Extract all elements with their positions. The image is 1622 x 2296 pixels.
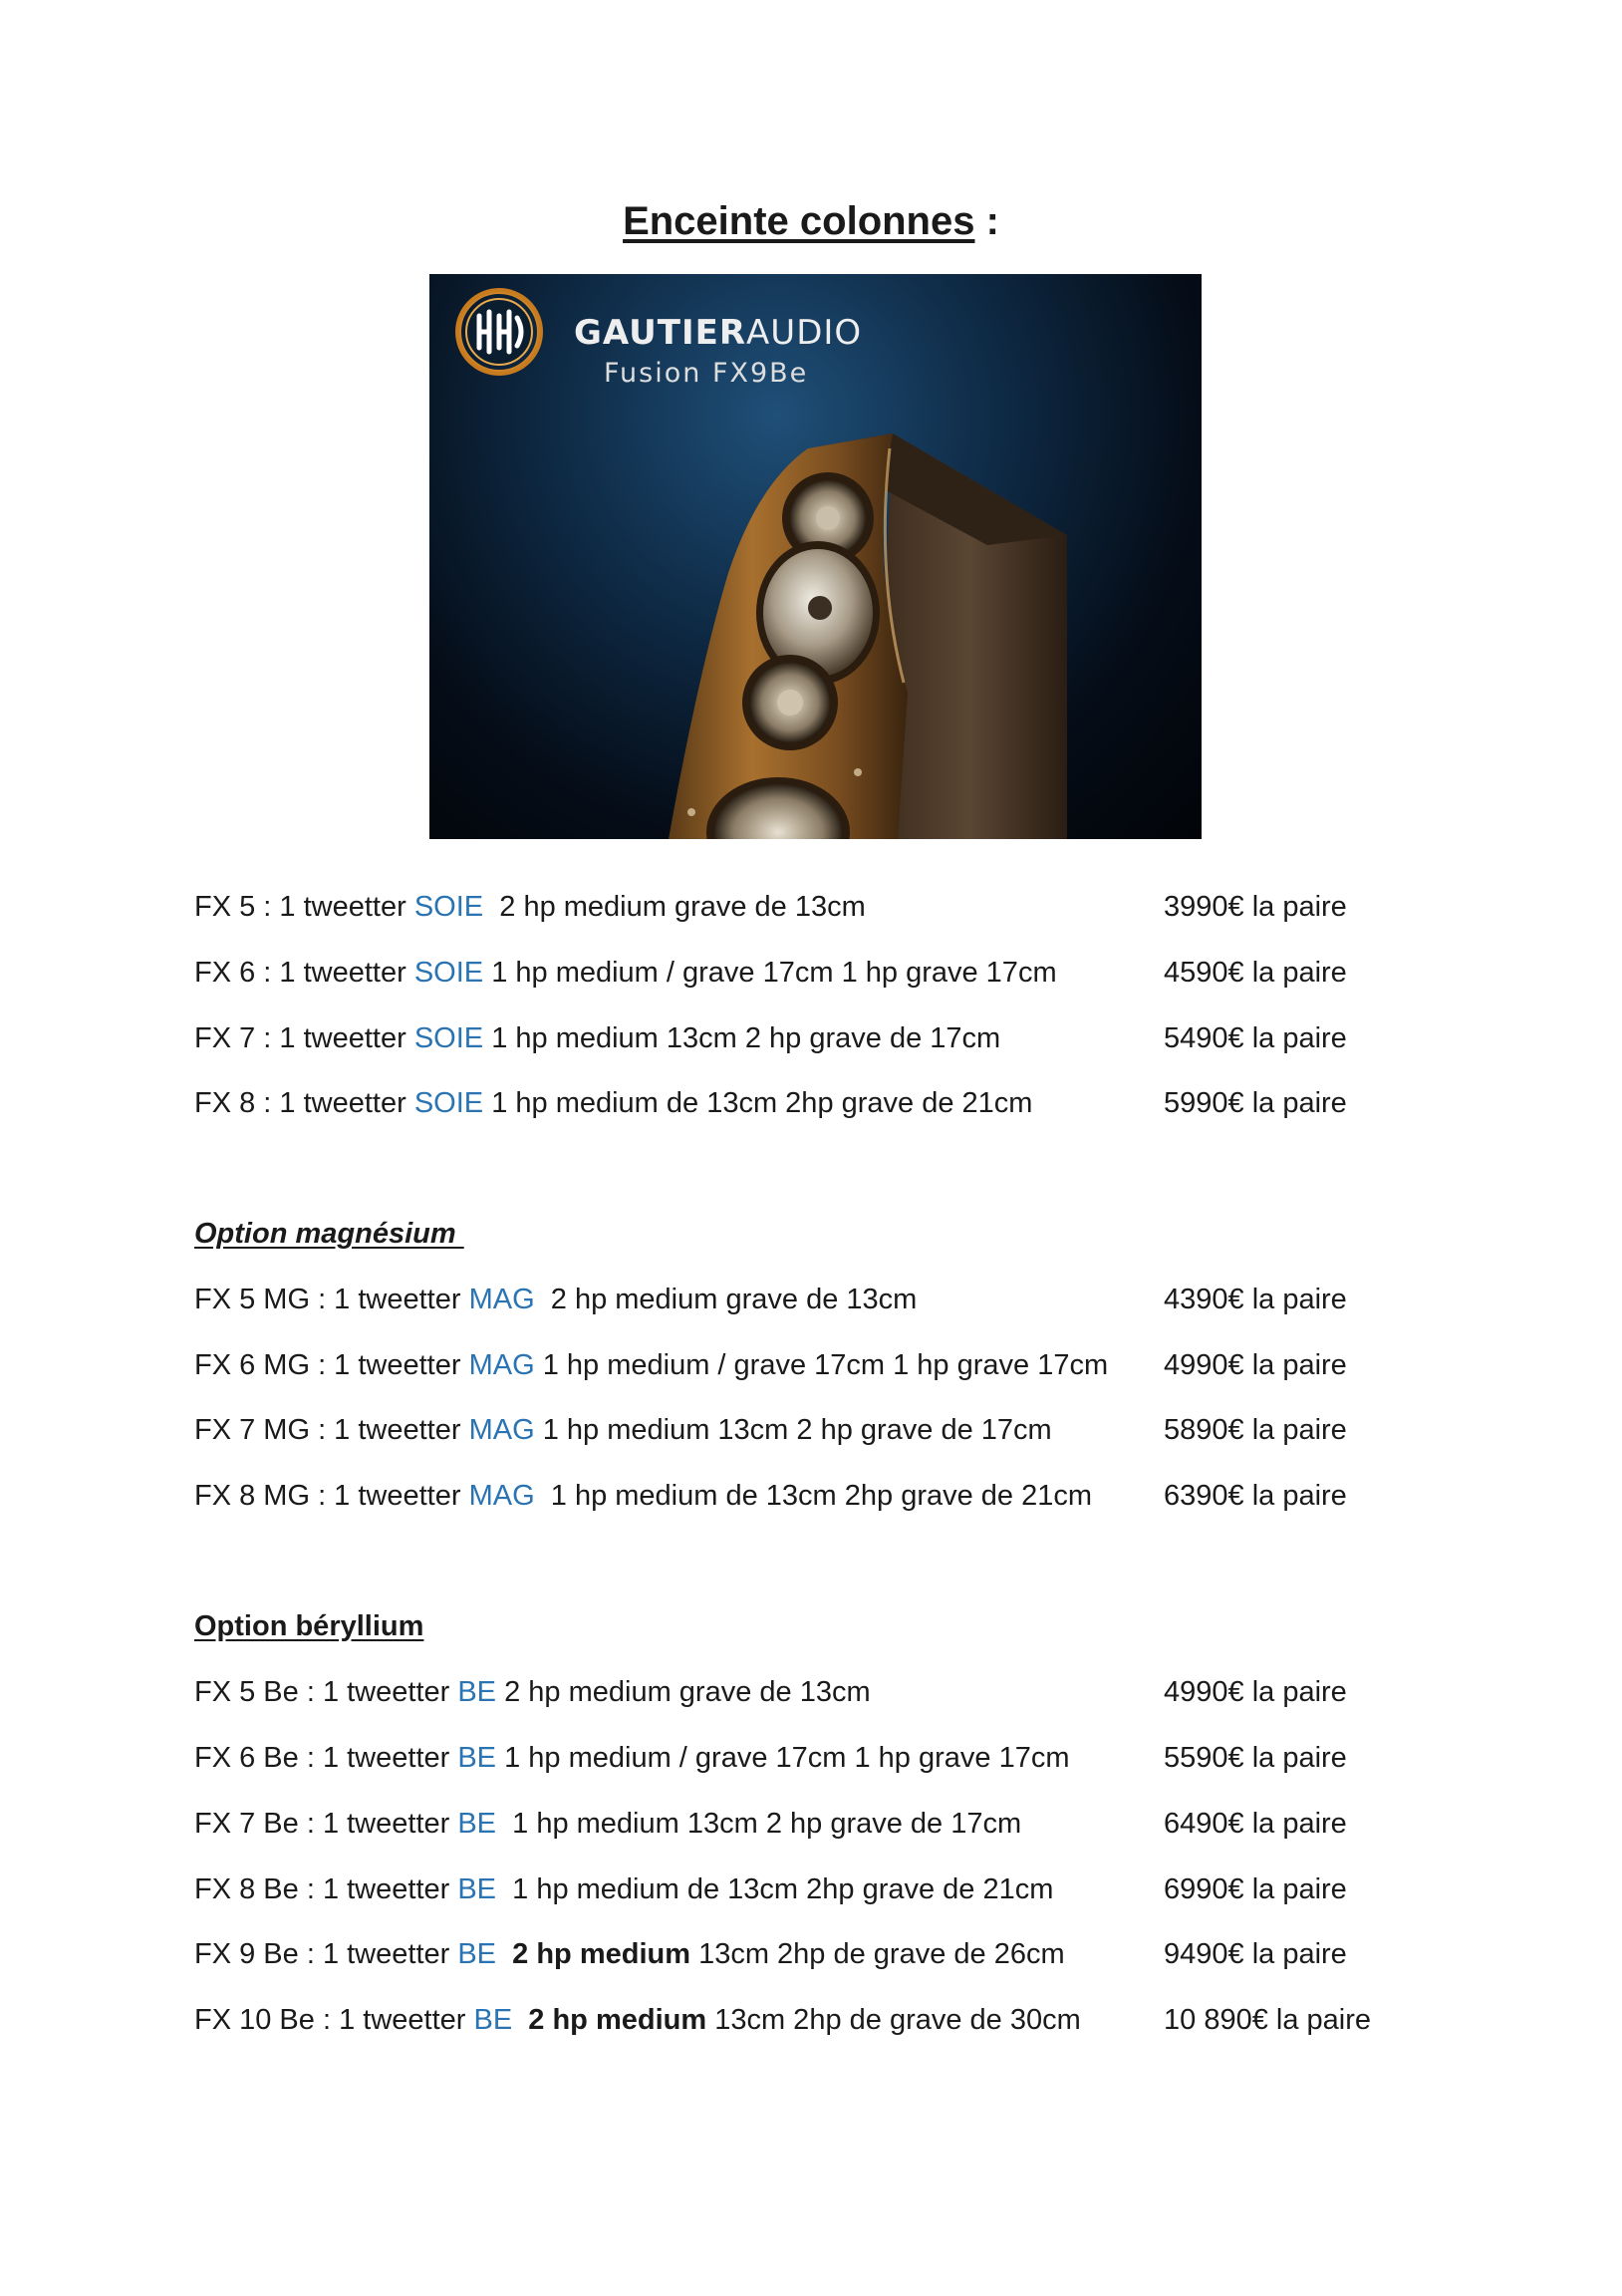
product-price: 5590€ la paire	[1164, 1742, 1347, 1774]
product-price: 6390€ la paire	[1164, 1480, 1347, 1512]
product-description: FX 7 MG : 1 tweetter MAG 1 hp medium 13cm 2 hp grave de 17cm	[194, 1414, 1052, 1446]
product-description: FX 8 MG : 1 tweetter MAG 1 hp medium de 13cm 2hp grave de 21cm	[194, 1480, 1093, 1512]
product-description: FX 5 : 1 tweetter SOIE 2 hp medium grave de 13cm	[194, 891, 866, 923]
product-price: 10 890€ la paire	[1164, 2004, 1371, 2036]
brand-part2: AUDIO	[746, 313, 863, 353]
product-price: 9490€ la paire	[1164, 1938, 1347, 1970]
brand-name	[574, 313, 862, 353]
product-price: 6990€ la paire	[1164, 1873, 1347, 1905]
product-description: FX 8 : 1 tweetter SOIE 1 hp medium de 13cm 2hp grave de 21cm	[194, 1087, 1033, 1119]
product-description: FX 9 Be : 1 tweetter BE 2 hp medium 13cm 2hp de grave de 26cm	[194, 1938, 1065, 1970]
section-title-magnesium: Option magnésium	[194, 1218, 464, 1250]
material-label: MAG	[468, 1414, 535, 1446]
hhg-logo-icon	[458, 291, 540, 373]
product-description: FX 6 MG : 1 tweetter MAG 1 hp medium / grave 17cm 1 hp grave 17cm	[194, 1349, 1109, 1381]
brand-part1: GAUTIER	[574, 313, 747, 353]
product-row-fx8-be	[194, 1869, 1450, 1909]
product-row-fx10-be	[194, 2000, 1450, 2040]
material-label: BE	[457, 1938, 497, 1970]
product-row-fx7	[194, 1018, 1450, 1058]
material-label: BE	[457, 1742, 497, 1774]
material-label: SOIE	[413, 957, 484, 989]
material-label: BE	[457, 1808, 497, 1840]
product-image	[429, 274, 1202, 839]
material-label: MAG	[468, 1284, 535, 1315]
section-title-beryllium: Option béryllium	[194, 1610, 424, 1642]
material-label: MAG	[468, 1480, 535, 1512]
material-label: BE	[457, 1873, 497, 1905]
model-name: Fusion FX9Be	[604, 358, 809, 389]
product-description: FX 6 Be : 1 tweetter BE 1 hp medium / grave 17cm 1 hp grave 17cm	[194, 1742, 1070, 1774]
material-label: BE	[473, 2004, 513, 2036]
product-description: FX 5 Be : 1 tweetter BE 2 hp medium grave de 13cm	[194, 1676, 871, 1708]
product-price: 5990€ la paire	[1164, 1087, 1347, 1119]
product-row-fx7-mg	[194, 1410, 1450, 1450]
product-row-fx6-mg	[194, 1345, 1450, 1385]
product-row-fx9-be	[194, 1934, 1450, 1974]
product-description: FX 5 MG : 1 tweetter MAG 2 hp medium grave de 13cm	[194, 1284, 918, 1315]
product-row-fx8-mg	[194, 1476, 1450, 1516]
product-row-fx7-be	[194, 1804, 1450, 1844]
material-label: SOIE	[413, 1022, 484, 1054]
product-row-fx5-mg	[194, 1280, 1450, 1319]
page-title	[0, 193, 1622, 249]
product-price: 5490€ la paire	[1164, 1022, 1347, 1054]
product-price: 5890€ la paire	[1164, 1414, 1347, 1446]
material-label: SOIE	[413, 1087, 484, 1119]
product-row-fx6	[194, 953, 1450, 993]
product-row-fx6-be	[194, 1738, 1450, 1778]
speaker-illustration	[429, 274, 1202, 839]
product-price: 3990€ la paire	[1164, 891, 1347, 923]
product-price: 6490€ la paire	[1164, 1808, 1347, 1840]
product-price: 4390€ la paire	[1164, 1284, 1347, 1315]
product-description: FX 8 Be : 1 tweetter BE 1 hp medium de 13cm 2hp grave de 21cm	[194, 1873, 1054, 1905]
product-price: 4990€ la paire	[1164, 1349, 1347, 1381]
product-description: FX 7 Be : 1 tweetter BE 1 hp medium 13cm 2 hp grave de 17cm	[194, 1808, 1022, 1840]
material-label: BE	[457, 1676, 497, 1708]
product-description: FX 7 : 1 tweetter SOIE 1 hp medium 13cm 2 hp grave de 17cm	[194, 1022, 1001, 1054]
product-row-fx8	[194, 1083, 1450, 1123]
product-price: 4590€ la paire	[1164, 957, 1347, 989]
material-label: SOIE	[413, 891, 484, 923]
product-row-fx5-be	[194, 1672, 1450, 1712]
product-row-fx5	[194, 887, 1450, 927]
product-description: FX 10 Be : 1 tweetter BE 2 hp medium 13cm 2hp de grave de 30cm	[194, 2004, 1081, 2036]
product-price: 4990€ la paire	[1164, 1676, 1347, 1708]
product-description: FX 6 : 1 tweetter SOIE 1 hp medium / grave 17cm 1 hp grave 17cm	[194, 957, 1057, 989]
page-title-suffix: :	[974, 199, 999, 243]
material-label: MAG	[468, 1349, 535, 1381]
page-title-text: Enceinte colonnes	[623, 199, 975, 243]
